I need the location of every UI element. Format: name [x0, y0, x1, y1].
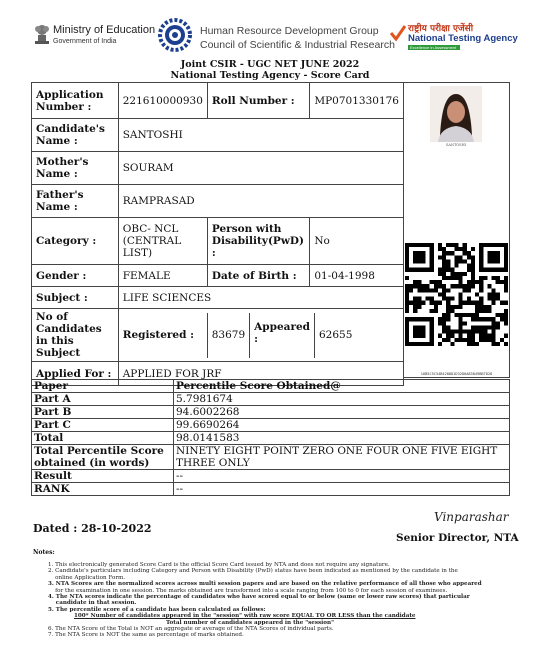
note-line: 7. The NTA Score is NOT the same as percentage of marks obtained. — [48, 632, 244, 639]
moe-title: Ministry of Education — [53, 24, 156, 36]
note-line: for the examination in one session. The marks obtained are transformed into a scale ranging from 100 to 0 for each session of examinees. — [48, 587, 448, 594]
father-name-value: RAMPRASAD — [118, 185, 403, 218]
note-line: 5. The percentile score of a candidate has been calculated as follows: — [48, 606, 266, 613]
pwd-value: No — [310, 218, 404, 265]
dated: Dated : 28-10-2022 — [33, 522, 152, 535]
candidate-name-label: Candidate's Name : — [32, 119, 119, 152]
appeared-value: 62655 — [319, 329, 353, 341]
note-line: 1. This electronically generated Score Card is the official Score Card issued by NTA and does not require any signature. — [48, 562, 390, 568]
gender-value: FEMALE — [118, 265, 207, 287]
paper-score: -- — [174, 483, 510, 496]
candidate-details-table — [31, 82, 404, 386]
paper-name: Part C — [32, 419, 174, 432]
paper-name: RANK — [32, 483, 174, 496]
table-row — [32, 445, 510, 470]
table-row — [32, 483, 510, 496]
applied-for-label: Applied For : — [32, 362, 119, 386]
paper-name: Result — [32, 470, 174, 483]
category-label: Category : — [32, 218, 119, 265]
qr-code — [405, 243, 508, 346]
note-line: 6. The NTA Score of the Total is NOT an aggregate or average of the NTA Scores of individual parts. — [48, 626, 334, 633]
note-line: 2. Candidate's particulars including Category and Person with Disability (PwD) status have been indicated as mentioned by the candidate in the — [48, 568, 458, 575]
hrdg-line2: Council of Scientific & Industrial Research — [200, 39, 395, 51]
signature: Vinparashar — [434, 510, 509, 524]
table-row — [32, 470, 510, 483]
paper-score: 98.0141583 — [174, 432, 510, 445]
application-number-value: 221610000930 — [118, 83, 207, 119]
registered-value: 83679 — [207, 313, 249, 358]
appeared-label: Appeared : — [250, 313, 315, 358]
nta-logo — [390, 24, 406, 42]
nta-tagline: Excellence in Assessment — [408, 45, 460, 50]
paper-score: 94.6002268 — [174, 406, 510, 419]
subject-value: LIFE SCIENCES — [118, 287, 403, 309]
table-row — [32, 393, 510, 406]
table-row — [32, 432, 510, 445]
nta-hindi-name: राष्ट्रीय परीक्षा एजेंसी — [408, 24, 474, 34]
emblem-icon — [33, 21, 51, 47]
photo-caption: SANTOSHI — [445, 143, 467, 147]
candidate-photo — [430, 86, 482, 142]
category-value: OBC- NCL (CENTRAL LIST) — [118, 218, 207, 265]
notes-block — [48, 562, 508, 639]
paper-score: 99.6690264 — [174, 419, 510, 432]
nta-check-icon — [390, 24, 406, 42]
candidate-name-value: SANTOSHI — [118, 119, 403, 152]
mother-name-value: SOURAM — [118, 152, 403, 185]
note-line: 3. NTA Scores are the normalized scores across multi session papers and are based on the relative performance of all those who appeared — [48, 581, 482, 588]
paper-name: Total Percentile Score obtained (in words) — [32, 445, 174, 470]
score-header-paper: Paper — [32, 380, 174, 393]
paper-name: Part B — [32, 406, 174, 419]
dob-value: 01-04-1998 — [310, 265, 404, 287]
csir-logo — [158, 18, 192, 52]
table-row — [32, 406, 510, 419]
notes-title: Notes: — [33, 549, 55, 556]
paper-score: -- — [174, 470, 510, 483]
father-name-label: Father's Name : — [32, 185, 119, 218]
hrdg-line1: Human Resource Development Group — [200, 25, 379, 37]
score-table — [31, 379, 510, 496]
title-line1: Joint CSIR - UGC NET JUNE 2022 — [180, 59, 360, 70]
table-row — [32, 419, 510, 432]
moe-logo — [33, 21, 51, 47]
num-candidates-label: No of Candidates in this Subject — [32, 309, 119, 362]
note-line: 4. The NTA scores indicate the percentage of candidates who have scored equal to or below (same or lower raw scores) that particular — [48, 594, 470, 601]
registered-label: Registered : — [119, 313, 208, 358]
application-number-label: Application Number : — [32, 83, 119, 119]
nta-english-name: National Testing Agency — [408, 33, 518, 44]
note-line: online Application Form. — [48, 574, 126, 581]
roll-number-value: MP0701330176 — [310, 83, 404, 119]
csir-gear-icon — [158, 18, 192, 52]
qr-code-text: 16B5C5C54B4288D1D32D6A83849BB7D28 — [420, 372, 493, 376]
note-line: 100* Number of candidates appeared in the "session" with raw score EQUAL TO OR LESS than the candidate — [74, 613, 416, 620]
note-line: Total number of candidates appeared in the "session" — [166, 619, 334, 626]
roll-number-label: Roll Number : — [207, 83, 309, 119]
pwd-label: Person with Disability(PwD) : — [207, 218, 309, 265]
signatory: Senior Director, NTA — [396, 532, 519, 544]
moe-subtitle: Government of India — [53, 38, 117, 45]
title-line2: National Testing Agency - Score Card — [170, 70, 370, 81]
note-line: candidate in that session. — [48, 600, 137, 607]
paper-score: 5.7981674 — [174, 393, 510, 406]
applied-for-value: APPLIED FOR JRF — [118, 362, 403, 386]
dob-label: Date of Birth : — [207, 265, 309, 287]
subject-label: Subject : — [32, 287, 119, 309]
mother-name-label: Mother's Name : — [32, 152, 119, 185]
gender-label: Gender : — [32, 265, 119, 287]
paper-score: NINETY EIGHT POINT ZERO ONE FOUR ONE FIVE EIGHT THREE ONLY — [174, 445, 510, 470]
paper-name: Part A — [32, 393, 174, 406]
score-header-percentile: Percentile Score Obtained@ — [174, 380, 510, 393]
paper-name: Total — [32, 432, 174, 445]
